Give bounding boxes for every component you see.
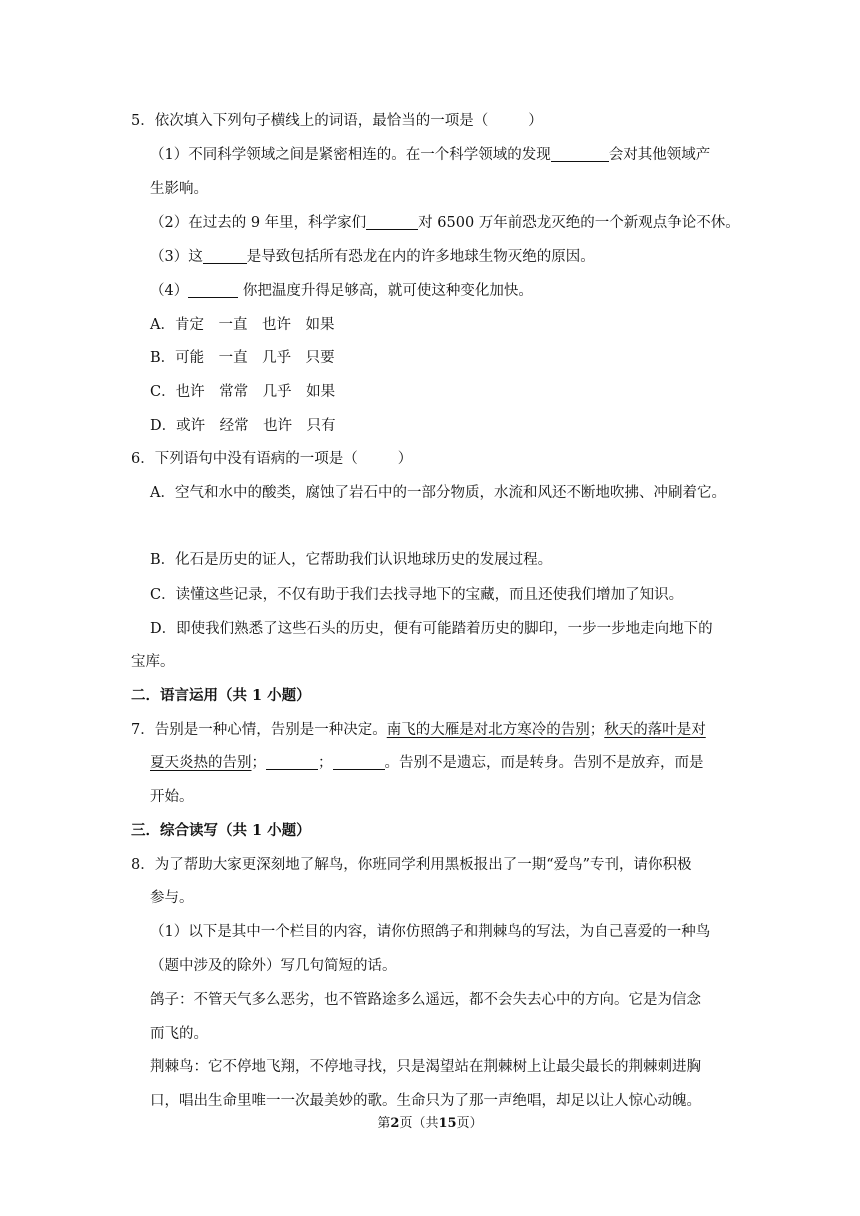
q5-sentence-2: （2）在过去的 9 年里，科学家们 对 6500 万年前恐龙灭绝的一个新观点争论不休。: [150, 215, 740, 231]
q6-stem: 6．下列语句中没有语病的一项是（ ）: [131, 451, 413, 467]
q8-pigeon-line-1: 鸽子：不管天气多么恶劣，也不管路途多么遥远，都不会失去心中的方向。它是为信念: [150, 992, 701, 1008]
q8-thornbird-line-2: 口，唱出生命里唯一一次最美妙的歌。生命只为了那一声绝唱，却足以让人惊心动魄。: [150, 1093, 701, 1109]
q6-option-d[interactable]: D．即使我们熟悉了这些石头的历史，便有可能踏着历史的脚印，一步一步地走向地下的: [150, 621, 713, 637]
q5-option-d[interactable]: D．或许 经常 也许 只有: [150, 418, 336, 434]
q5-option-a[interactable]: A．肯定 一直 也许 如果: [150, 317, 335, 333]
answer-blank[interactable]: [203, 247, 247, 264]
q8-thornbird-line-1: 荆棘鸟：它不停地飞翔，不停地寻找，只是渴望站在荆棘树上让最尖最长的荆棘刺进胸: [150, 1059, 701, 1075]
q5-stem: 5．依次填入下列句子横线上的词语，最恰当的一项是（ ）: [131, 113, 543, 129]
q6-option-a[interactable]: A．空气和水中的酸类，腐蚀了岩石中的一部分物质，水流和风还不断地吹拂、冲刷着它。: [150, 485, 726, 501]
q5-sentence-4: （4） 你把温度升得足够高，就可使这种变化加快。: [150, 283, 533, 299]
answer-blank[interactable]: [266, 753, 318, 770]
q5-option-b[interactable]: B．可能 一直 几乎 只要: [150, 350, 335, 366]
q6-option-d-cont: 宝库。: [131, 654, 175, 670]
q7-line-2: 夏天炎热的告别； ； 。告别不是遗忘，而是转身。告别不是放弃，而是: [150, 755, 704, 771]
q7-line-3: 开始。: [150, 789, 194, 805]
q5-sentence-3: （3）这 是导致包括所有恐龙在内的许多地球生物灭绝的原因。: [150, 249, 595, 265]
page-number: 2: [390, 1116, 400, 1131]
q8-line-4: （题中涉及的除外）写几句简短的话。: [150, 958, 397, 974]
section-heading-language-use: 二．语言运用（共 1 小题）: [131, 687, 311, 704]
q5-sentence-1: （1）不同科学领域之间是紧密相连的。在一个科学领域的发现 会对其他领域产: [150, 147, 711, 163]
q5-sentence-1-cont: 生影响。: [150, 181, 208, 197]
page-total: 15: [438, 1116, 457, 1131]
q6-option-c[interactable]: C．读懂这些记录，不仅有助于我们去找寻地下的宝藏，而且还使我们增加了知识。: [150, 587, 684, 603]
q5-option-c[interactable]: C．也许 常常 几乎 如果: [150, 384, 336, 400]
q8-line-3: （1）以下是其中一个栏目的内容，请你仿照鸽子和荆棘鸟的写法，为自己喜爱的一种鸟: [150, 924, 711, 940]
q7-line-1: 7．告别是一种心情，告别是一种决定。南飞的大雁是对北方寒冷的告别；秋天的落叶是对: [131, 722, 706, 738]
q6-option-b[interactable]: B．化石是历史的证人，它帮助我们认识地球历史的发展过程。: [150, 552, 553, 568]
answer-blank[interactable]: [366, 213, 418, 230]
q8-pigeon-line-2: 而飞的。: [150, 1026, 208, 1042]
answer-blank[interactable]: [551, 145, 609, 162]
section-heading-integrated-writing: 三．综合读写（共 1 小题）: [131, 822, 311, 839]
page-footer: 第2页（共15页）: [377, 1116, 483, 1131]
q8-line-1: 8．为了帮助大家更深刻地了解鸟，你班同学利用黑板报出了一期“爱鸟”专刊，请你积极: [131, 857, 692, 873]
q8-line-2: 参与。: [150, 890, 194, 906]
answer-blank[interactable]: [188, 281, 238, 298]
answer-blank[interactable]: [333, 753, 385, 770]
